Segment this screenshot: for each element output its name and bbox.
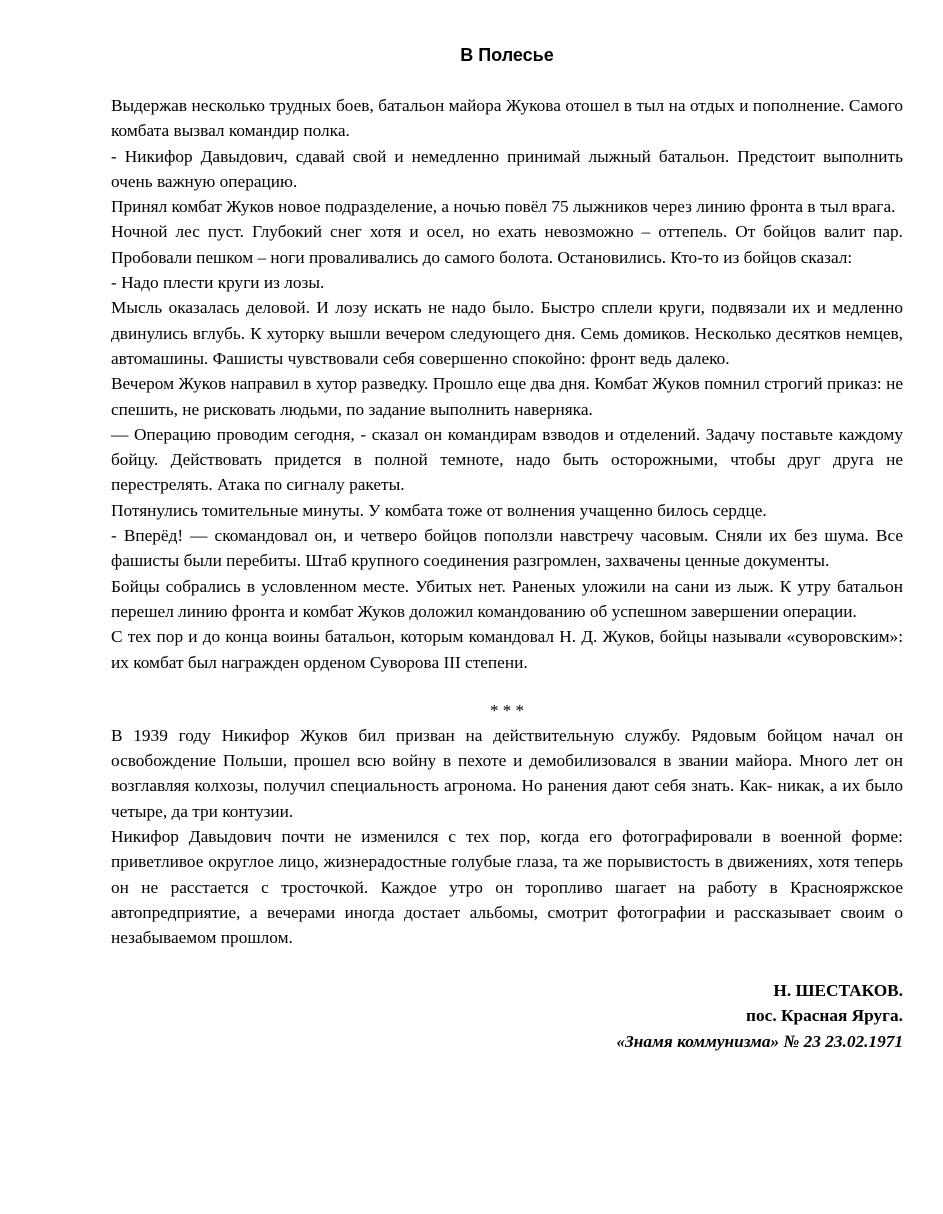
paragraph: - Никифор Давыдович, сдавай свой и немедленно принимай лыжный батальон. Предстоит выполнить очень важную операцию. xyxy=(111,146,903,191)
article-body-part2 xyxy=(111,723,903,951)
paragraph: Мысль оказалась деловой. И лозу искать не надо было. Быстро сплели круги, подвязали их и медленно двинулись вглубь. К хуторку вышли вечером следующего дня. Семь домиков. Несколько десятков немцев, автомашины. Фашисты чувствовали себя совершенно спокойно: фронт ведь далеко. xyxy=(111,298,903,368)
paragraph: Потянулись томительные минуты. У комбата тоже от волнения учащенно билось сердце. xyxy=(111,500,767,520)
document-title: В Полесье xyxy=(460,45,554,65)
paragraph: — Операцию проводим сегодня, - сказал он командирам взводов и отделений. Задачу поставьте каждому бойцу. Действовать придется в полной темноте, надо быть осторожными, чтобы друг друга не перестрелять. Атака по сигналу ракеты. xyxy=(111,424,903,495)
publication-source: «Знамя коммунизма» № 23 23.02.1971 xyxy=(616,1031,903,1051)
paragraph: Принял комбат Жуков новое подразделение, а ночью повёл 75 лыжников через линию фронта в тыл врага. xyxy=(111,197,896,217)
paragraph: - Вперёд! — скомандовал он, и четверо бойцов поползли навстречу часовым. Сняли их без шума. Все фашисты были перебиты. Штаб крупного соединения разгромлен, захвачены ценные документы. xyxy=(111,526,903,571)
paragraph: С тех пор и до конца воины батальон, которым командовал Н. Д. Жуков, бойцы называли «суворовским»: их комбат был награжден орденом Суворова III степени. xyxy=(111,627,903,672)
paragraph: Выдержав несколько трудных боев, батальон майора Жукова отошел в тыл на отдых и пополнение. Самого комбата вызвал командир полка. xyxy=(111,96,903,141)
document-page xyxy=(111,44,903,1054)
paragraph: - Надо плести круги из лозы. xyxy=(111,273,325,293)
signature-block xyxy=(111,978,903,1055)
section-separator: * * * xyxy=(490,700,524,720)
paragraph: Никифор Давыдович почти не изменился с тех пор, когда его фотографировали в военной форме: приветливое округлое лицо, жизнерадостные голубые глаза, та же порывистость в движениях, хотя теперь он не расстается с тросточкой. Каждое утро он торопливо шагает на работу в Краснояржское автопредприятие, а вечерами иногда достает альбомы, смотрит фотографии и рассказывает своим о незабываемом прошлом. xyxy=(111,827,903,948)
paragraph: Вечером Жуков направил в хутор разведку. Прошло еще два дня. Комбат Жуков помнил строгий приказ: не спешить, не рисковать людьми, по задание выполнить наверняка. xyxy=(111,374,903,419)
paragraph: В 1939 году Никифор Жуков бил призван на действительную службу. Рядовым бойцом начал он освобождение Польши, прошел всю войну в пехоте и демобилизовался в звании майора. Много лет он возглавляя колхозы, получил специальность агронома. Но ранения дают себя знать. Как- никак, а их было четыре, да три контузии. xyxy=(111,725,903,821)
author-location: пос. Красная Яруга. xyxy=(746,1006,903,1025)
author-name: Н. ШЕСТАКОВ. xyxy=(773,980,903,1000)
paragraph: Бойцы собрались в условленном месте. Убитых нет. Раненых уложили на сани из лыж. К утру батальон перешел линию фронта и комбат Жуков доложил командованию об успешном завершении операции. xyxy=(111,576,903,621)
paragraph: Ночной лес пуст. Глубокий снег хотя и осел, но ехать невозможно – оттепель. От бойцов валит пар. Пробовали пешком – ноги проваливались до самого болота. Остановились. Кто-то из бойцов сказал: xyxy=(111,222,903,267)
article-body-part1 xyxy=(111,93,903,675)
